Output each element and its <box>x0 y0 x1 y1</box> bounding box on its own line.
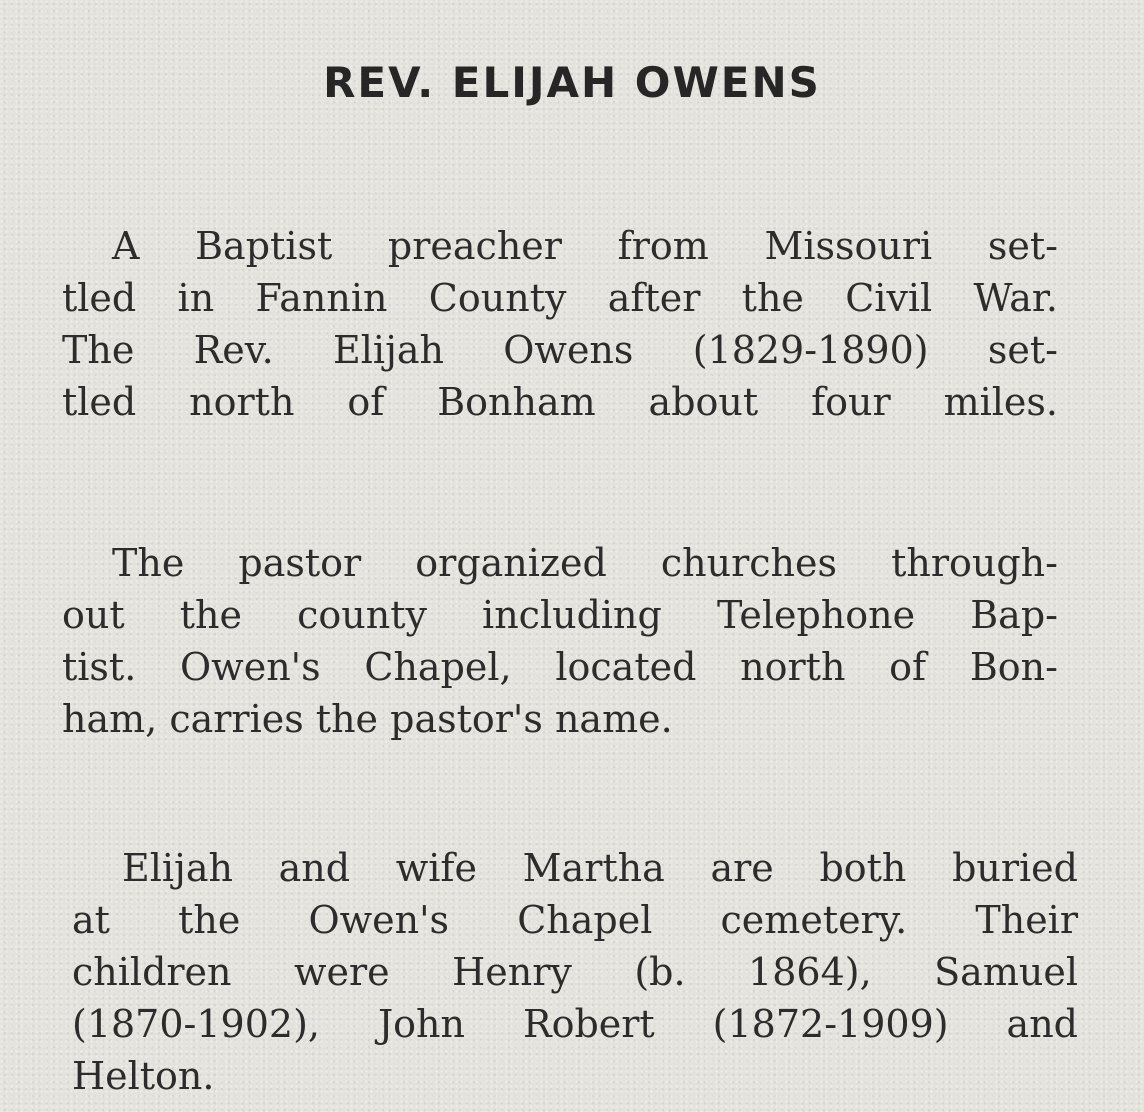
paragraph-line: children were Henry (b. 1864), Samuel <box>72 950 1078 994</box>
paragraph-line: tled north of Bonham about four miles. <box>62 380 1058 424</box>
paragraph-line: The Rev. Elijah Owens (1829-1890) set- <box>62 328 1058 372</box>
paragraph-3 <box>72 842 1078 1102</box>
paragraph-2 <box>62 537 1058 745</box>
paragraph-line: tled in Fannin County after the Civil War. <box>62 276 1058 320</box>
paragraph-line: Helton. <box>72 1054 215 1098</box>
paragraph-line: A Baptist preacher from Missouri set- <box>112 224 1058 268</box>
paragraph-line: at the Owen's Chapel cemetery. Their <box>72 898 1078 942</box>
paragraph-line: ham, carries the pastor's name. <box>62 697 673 741</box>
paragraph-line: (1870-1902), John Robert (1872-1909) and <box>72 1002 1078 1046</box>
paragraph-line: out the county including Telephone Bap- <box>62 593 1058 637</box>
paragraph-line: Elijah and wife Martha are both buried <box>122 846 1078 890</box>
paragraph-1 <box>62 220 1058 428</box>
paragraph-line: The pastor organized churches through- <box>112 541 1058 585</box>
article-title: REV. ELIJAH OWENS <box>323 58 821 107</box>
paragraph-line: tist. Owen's Chapel, located north of Bon- <box>62 645 1058 689</box>
